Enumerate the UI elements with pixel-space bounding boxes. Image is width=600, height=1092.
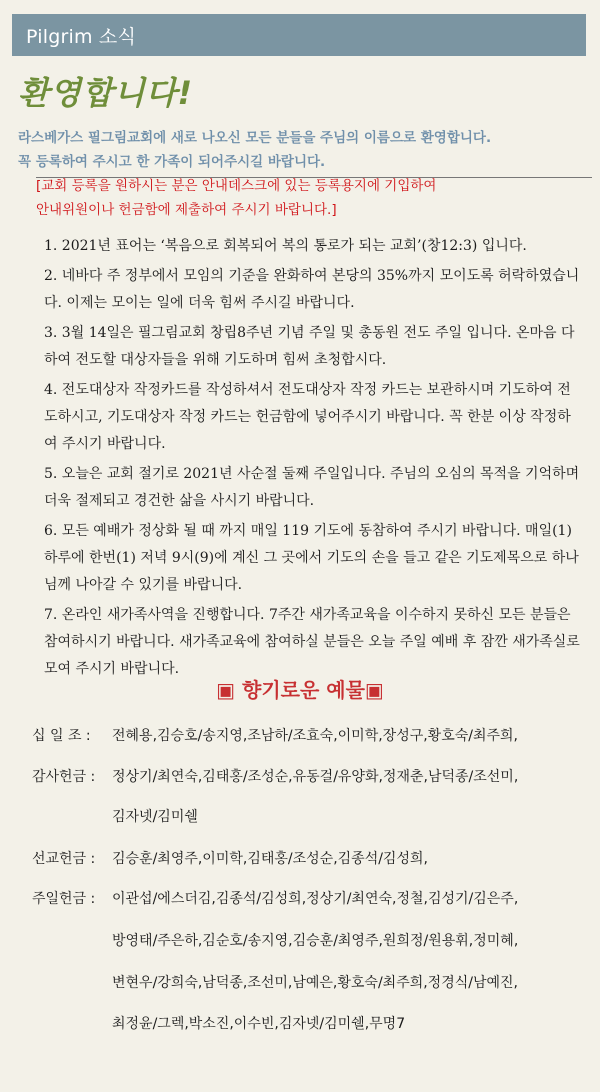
offering-row-mission	[32, 848, 428, 868]
offering-label-mission: 선교헌금 :	[32, 851, 96, 867]
offering-names-tithe: 전혜용,김승호/송지영,조남하/조효숙,이미학,장성구,황호숙/최주희,	[112, 728, 518, 744]
welcome-message-line-2: 꼭 등록하여 주시고 한 가족이 되어주시길 바랍니다.	[18, 154, 326, 170]
offering-label-sunday: 주일헌금 :	[32, 891, 96, 907]
offering-names-mission: 김승훈/최영주,이미학,김태홍/조성순,김종석/김성희,	[112, 851, 428, 867]
offering-row-sunday	[32, 888, 518, 908]
news-item-1: 1. 2021년 표어는 ‘복음으로 회복되어 복의 통로가 되는 교회’(창12:3) 입니다.	[44, 238, 527, 254]
news-item-4: 4. 전도대상자 작정카드를 작성하셔서 전도대상자 작정 카드는 보관하시며 기도하여 전도하시고, 기도대상자 작정 카드는 헌금함에 넣어주시기 바랍니다. 꼭 한분 이상 작정하여 주시기 바랍니다.	[44, 382, 571, 452]
registration-note-line-2: 안내위원이나 헌금함에 제출하여 주시기 바랍니다.]	[36, 202, 337, 218]
offering-names-sunday-3: 변현우/강희숙,남덕종,조선미,남예은,황호숙/최주희,정경식/남예진,	[112, 975, 518, 991]
page-title: Pilgrim 소식	[26, 26, 137, 48]
offering-label-tithe: 십 일 조 :	[32, 728, 91, 744]
offerings-title: ▣ 향기로운 예물▣	[216, 678, 384, 702]
offering-row-thanks	[32, 766, 518, 786]
news-item-5: 5. 오늘은 교회 절기로 2021년 사순절 둘째 주일입니다. 주님의 오심의 목적을 기억하며 더욱 절제되고 경건한 삶을 사시기 바랍니다.	[44, 466, 580, 509]
news-item-2: 2. 네바다 주 정부에서 모임의 기준을 완화하여 본당의 35%까지 모이도록 허락하였습니다. 이제는 모이는 일에 더욱 힘써 주시길 바랍니다.	[44, 268, 580, 311]
offering-row-tithe	[32, 725, 518, 745]
offering-names-thanks-2: 김자넷/김미쉘	[112, 809, 198, 825]
offering-names-sunday-2: 방영태/주은하,김순호/송지영,김승훈/최영주,원희정/원용휘,정미혜,	[112, 933, 519, 949]
offering-names-thanks-1: 정상기/최연숙,김태홍/조성순,유동걸/유양화,정재춘,남덕종/조선미,	[112, 769, 519, 785]
offering-names-sunday-1: 이관섭/에스더김,김종석/김성희,정상기/최연숙,정철,김성기/김은주,	[112, 891, 519, 907]
news-item-3: 3. 3월 14일은 필그림교회 창립8주년 기념 주일 및 총동원 전도 주일 입니다. 온마음 다하여 전도할 대상자들을 위해 기도하며 힘써 초청합시다.	[44, 325, 575, 368]
registration-note-line-1: [교회 등록을 원하시는 분은 안내데스크에 있는 등록용지에 기입하여	[36, 178, 437, 194]
header-bar	[12, 14, 586, 56]
offering-names-sunday-4: 최정윤/그렉,박소진,이수빈,김자넷/김미쉘,무명7	[112, 1016, 406, 1032]
offering-label-thanks: 감사헌금 :	[32, 769, 96, 785]
news-item-6: 6. 모든 예배가 정상화 될 때 까지 매일 119 기도에 동참하여 주시기 바랍니다. 매일(1) 하루에 한번(1) 저녁 9시(9)에 계신 그 곳에서 기도의 손을 들고 같은 기도제목으로 하나님께 나아갈 수 있기를 바랍니다.	[44, 523, 579, 593]
welcome-message-line-1: 라스베가스 필그림교회에 새로 나오신 모든 분들을 주님의 이름으로 환영합니다.	[18, 130, 492, 146]
news-list	[44, 233, 584, 683]
news-item-7: 7. 온라인 새가족사역을 진행합니다. 7주간 새가족교육을 이수하지 못하신 모든 분들은 참여하시기 바랍니다. 새가족교육에 참여하실 분들은 오늘 주일 예배 후 잠깐 새가족실로 모여 주시기 바랍니다.	[44, 607, 580, 677]
welcome-title: 환영합니다!	[18, 74, 194, 112]
